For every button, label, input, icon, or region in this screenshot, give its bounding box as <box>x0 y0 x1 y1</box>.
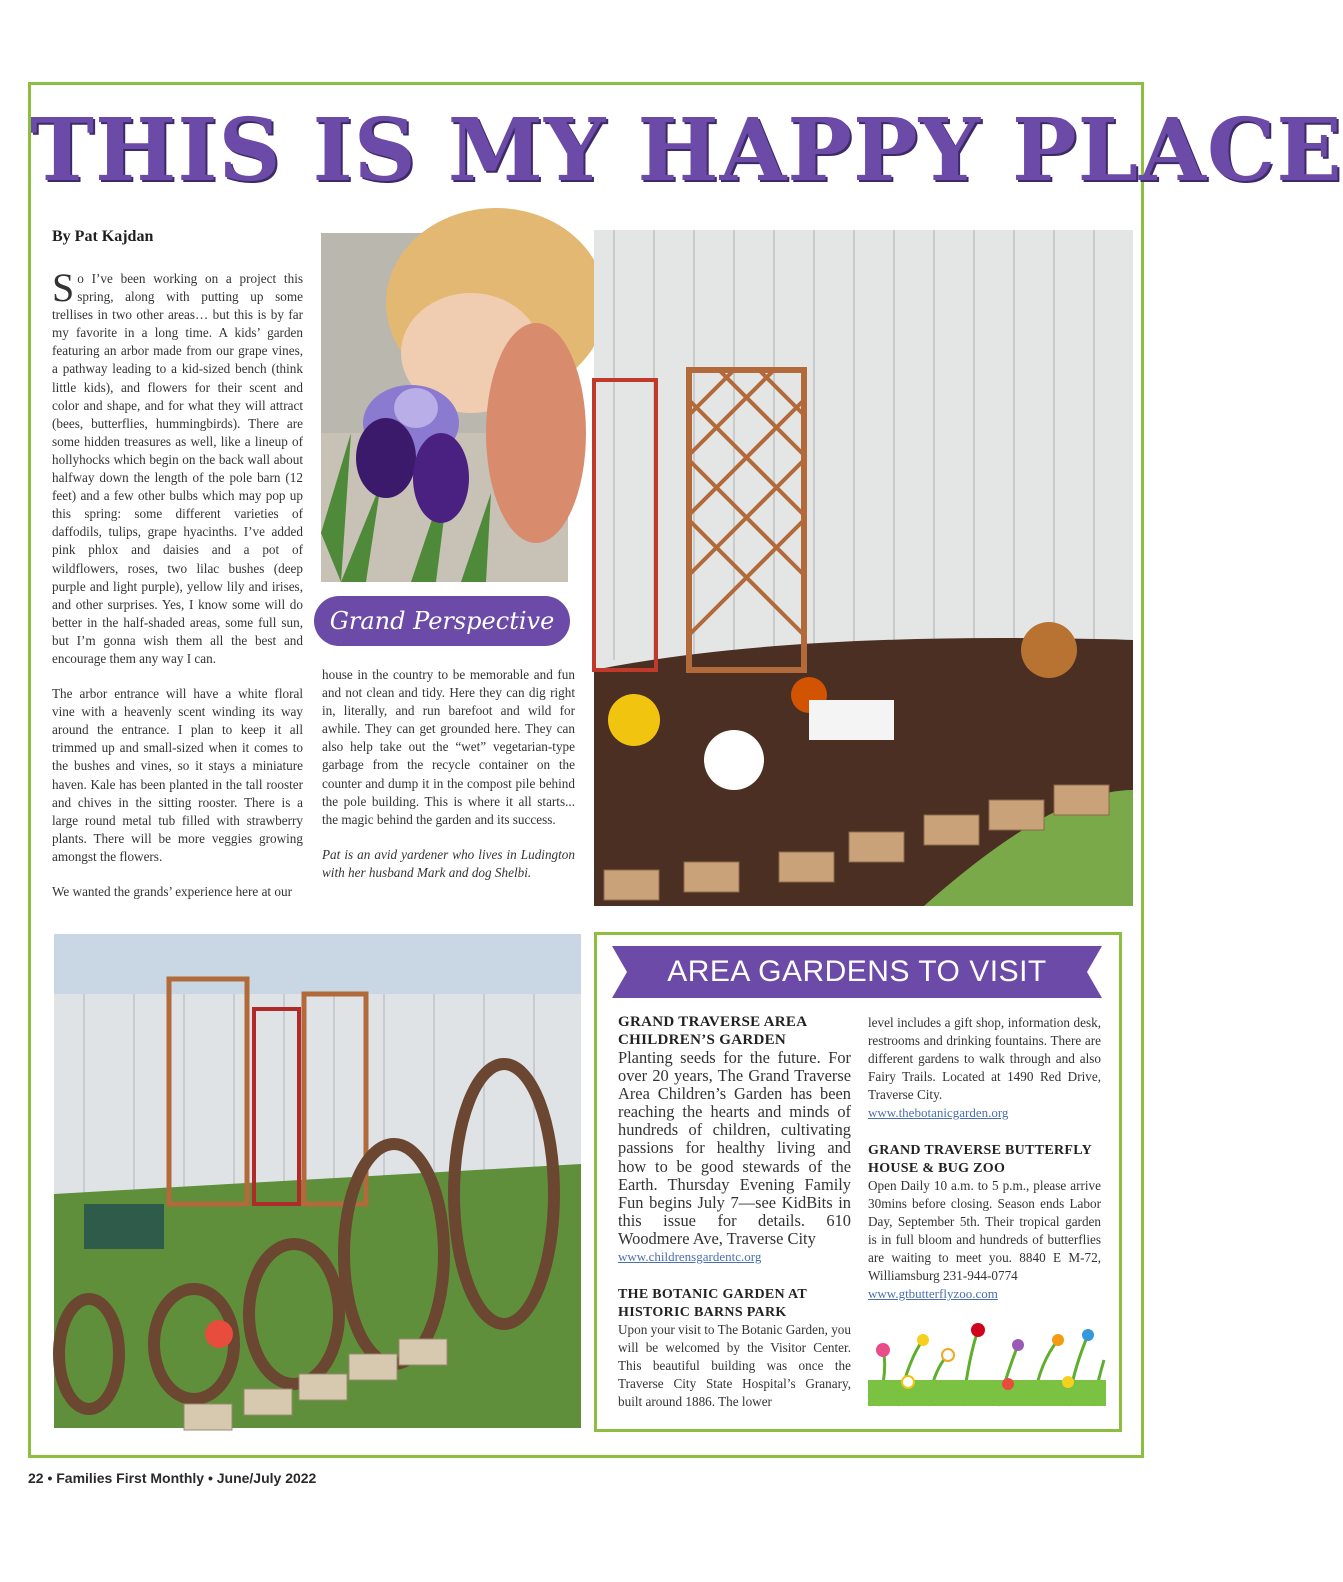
gardens-column-2 <box>868 1014 1101 1303</box>
drop-cap: S <box>52 265 75 310</box>
photo-grapevine-arbor <box>54 934 581 1428</box>
paragraph-3: We wanted the grands’ experience here at our <box>52 884 292 899</box>
botanic-garden-body: Upon your visit to The Botanic Garden, you will be welcomed by the Visitor Center. This beautiful building was once the Traverse City State Hospital’s Granary, built around 1886. The lower <box>618 1322 851 1410</box>
paragraph-2: The arbor entrance will have a white floral vine with a heavenly scent winding its way around the entrance. I plan to keep it all trimmed up and small-sized when it comes to the bushes and vines, so it stays a miniature haven. Kale has been planted in the tall rooster and chives in the sitting rooster. There is a large round metal tub filled with strawberry plants. There will be more veggies growing amongst the flowers. <box>52 686 303 864</box>
gardens-column-1 <box>618 1014 851 1411</box>
flower-illustration <box>868 1310 1106 1406</box>
column-badge: Grand Perspective <box>314 596 570 646</box>
photo-child-iris <box>321 233 568 582</box>
botanic-garden-body-cont: level includes a gift shop, information desk, restrooms and drinking fountains. There are different gardens to walk through and also Fairy Trails. Located at 1490 Red Drive, Traverse City. <box>868 1015 1101 1102</box>
article-column-2 <box>322 666 575 899</box>
byline: By Pat Kajdan <box>52 228 154 245</box>
author-credit: Pat is an avid yardener who lives in Ludington with her husband Mark and dog Shelbi. <box>322 846 575 880</box>
botanic-garden-name: THE BOTANIC GARDEN AT HISTORIC BARNS PARK <box>618 1287 807 1320</box>
butterfly-house-link[interactable]: www.gtbutterflyzoo.com <box>868 1286 998 1301</box>
page-footer: 22 • Families First Monthly • June/July 2022 <box>28 1470 317 1486</box>
article-title: THIS IS MY HAPPY PLACE <box>30 100 1343 201</box>
paragraph-1: o I’ve been working on a project this spring, along with putting up some trellises in two other areas… but this is by far my favorite in a long time. A kids’ garden featuring an arbor made from our grape vines, a pathway leading to a kid-sized bench (think little kids), and flowers for their scent and color and shape, and for what they will attract (bees, butterflies, hummingbirds). There are some hidden treasures as well, like a lineup of hollyhocks which begin on the back wall about halfway down the length of the pole barn (12 feet) and a few other bulbs which may pop up this spring: some different varieties of daffodils, tulips, grape hyacinths. I’ve added pink phlox and daisies and a pot of wildflowers, roses, two lilac bushes (deep purple and light purple), yellow lily and irises, and other surprises. Yes, I know some will do better in the half-shaded areas, some full sun, but I’m gonna wish them all the best and encourage them any way I can. <box>52 271 303 666</box>
childrens-garden-name: GRAND TRAVERSE AREA CHILDREN’S GARDEN <box>618 1014 807 1048</box>
article-column-1 <box>52 265 303 918</box>
butterfly-house-name: GRAND TRAVERSE BUTTERFLY HOUSE & BUG ZOO <box>868 1143 1092 1176</box>
childrens-garden-link[interactable]: www.childrensgardentc.org <box>618 1249 762 1265</box>
butterfly-house-body: Open Daily 10 a.m. to 5 p.m., please arrive 30mins before closing. Season ends Labor Day, September 5th. Their tropical garden is in full bloom and hundreds of butterflies are waiting to meet you. 8840 E M-72, Williamsburg 231-944-0774 <box>868 1178 1101 1283</box>
photo-garden-bed <box>594 230 1133 906</box>
childrens-garden-body: Planting seeds for the future. For over 20 years, The Grand Traverse Area Children’s Garden has been reaching the hearts and minds of hundreds of children, cultivating passions for healthy living and how to be good stewards of the Earth. Thursday Evening Family Fun begins July 7—see KidBits in this issue for details. 610 Woodmere Ave, Traverse City <box>618 1048 851 1248</box>
botanic-garden-link[interactable]: www.thebotanicgarden.org <box>868 1105 1009 1120</box>
paragraph-4: house in the country to be memorable and fun and not clean and tidy. Here they can dig right in, literally, and run barefoot and wild for awhile. They can get grounded here. They can also help take out the “wet” vegetarian-type garbage from the recycle container on the counter and dump it in the compost pile behind the pole building. This is where it all starts... the magic behind the garden and its success. <box>322 667 575 827</box>
area-gardens-heading: AREA GARDENS TO VISIT <box>667 955 1047 988</box>
